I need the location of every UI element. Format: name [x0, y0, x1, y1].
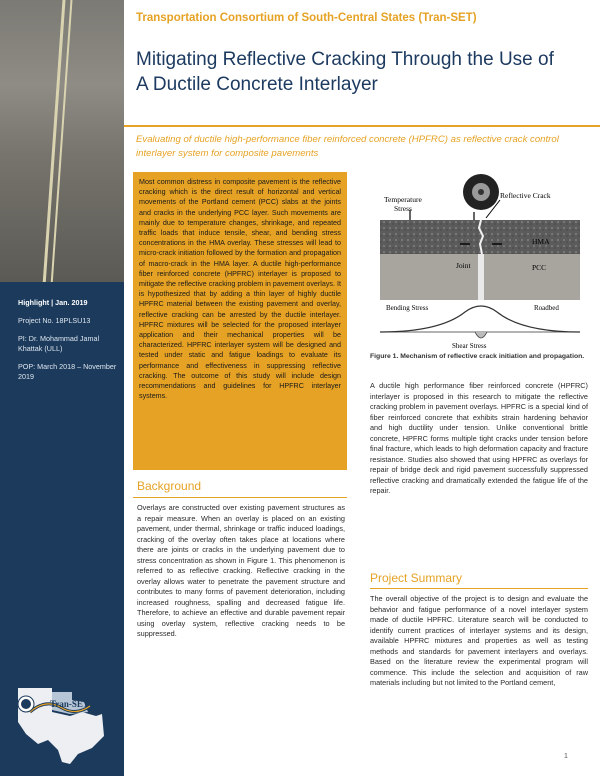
interlayer-text: A ductile high performance fiber reinforced concrete (HPFRC) interlayer is proposed in this research to mitigate the reflective cracking problem in pavement overlays. HPFRC is a special kind of fiber reinforced concrete that exhibits strain hardening behavior and high ductility under tension. Unlike conventional brittle concrete, HPFRC forms multiple tight cracks under tension before final fracture, which leads to high deformation capacity and fracture resistance. Studies also showed that using HPFRC as overlays for repair of bridge deck and rigid pavement successfully suppressed reflective cracking and dramatically extended the fatigue life of the repair.: [370, 381, 588, 495]
label-shear-stress: Shear Stress: [452, 342, 487, 350]
label-reflective-crack: Reflective Crack: [500, 191, 551, 200]
logo-text: Tran-SET: [50, 699, 89, 709]
texas-map-logo-icon: [12, 678, 112, 766]
consortium-name: Transportation Consortium of South-Central States (Tran-SET): [136, 12, 477, 24]
tran-set-logo: [12, 678, 112, 766]
page-number: 1: [564, 753, 568, 760]
project-number: Project No. 18PLSU13: [18, 316, 91, 325]
label-hma: HMA: [532, 237, 550, 246]
period-of-performance: POP: March 2018 – November 2019: [18, 362, 117, 381]
background-heading: Background: [137, 479, 202, 493]
label-bending-stress: Bending Stress: [386, 304, 429, 312]
project-summary-text: The overall objective of the project is to design and evaluate the behavior and fatigue performance of a novel interlayer system made of ductile HPFRC. Literature search will be conducted to identify current practices of interlayer systems and its design, available HPFRC mixtures and properties as well as testing methods and standards for pavement interlayers and overlays. Based on the literature review the experimental program will commence. This include the selection and acquisition of raw materials including but not limited to the Portland cement,: [370, 594, 588, 687]
label-stress: Stress: [394, 204, 412, 213]
label-pcc: PCC: [532, 263, 547, 272]
figure-caption: Figure 1. Mechanism of reflective crack initiation and propagation.: [370, 353, 585, 360]
summary-rule: [370, 588, 588, 589]
background-rule: [133, 497, 347, 498]
label-roadbed: Roadbed: [534, 304, 559, 312]
principal-investigator: PI: Dr. Mohammad Jamal Khattak (ULL): [18, 334, 100, 353]
joint: [478, 254, 484, 300]
page-subtitle: Evaluating of ductile high-performance fiber reinforced concrete (HPFRC) as reflective crack control interlayer system for composite pavements: [136, 134, 559, 159]
title-line-2: A Ductile Concrete Interlayer: [136, 74, 378, 95]
label-temperature: Temperature: [384, 195, 422, 204]
header-divider: [124, 125, 600, 127]
highlight-date: Highlight | Jan. 2019: [18, 298, 88, 307]
background-text: Overlays are constructed over existing pavement structures as a repair measure. When an overlay is placed on an existing pavement, under thermal, shrinkage or traffic induced loadings, cracking of the overlay often takes place at locations where there are joints or cracks in the underlying pavement due to stress concentration as shown in Figure 1. This phenomenon is referred to as reflective cracking. Reflective cracking in the overlay allows water to penetrate the pavement structure and contributes to many forms of pavement deterioration, including increased roughness, spalling and decreased fatigue life. Therefore, to achieve an effective and durable pavement repair using overlay system, reflective cracking needs to be suppressed.: [137, 503, 345, 638]
project-info: [18, 298, 118, 390]
project-summary-heading: Project Summary: [370, 571, 463, 585]
page-title: [136, 47, 586, 97]
title-line-1: Mitigating Reflective Cracking Through the Use of: [136, 49, 554, 70]
road-photo: [0, 0, 124, 282]
figure-1: [370, 172, 588, 350]
shear-curve: [475, 332, 487, 338]
label-joint: Joint: [456, 261, 471, 270]
abstract-box: Most common distress in composite pavement is the reflective cracking which is the direct result of horizontal and vertical movements of the Portland cement (PCC) slabs at the joints and cracks in the underlying PCC layer. Such movements are mainly due to temperature changes, shrinkage, and repeated traffic loads that induce tensile, shear, and bending stress concentrations in the HMA overlay. These stresses will lead to micro-crack initiation followed by the formation and propagation of macro-crack in the HMA layer. A ductile high-performance fiber reinforced concrete (HPFRC) interlayer is proposed to mitigate the reflective cracking problem in pavement overlays. It is hypothesized that by adding a thin layer of highly ductile HPFRC material between the existing pavement and overlay, reflective cracking can be arrested by the ductile interlayer. HPFRC mixtures will be selected for the proposed interlayer application and their mechanical properties will be characterized. HPFRC interlayer system will be designed and tested under static and fatigue loadings to evaluate its performance and effectiveness in suppressing reflective cracking. The outcome of this study will include design recommendations and guidelines for HPFRC interlayer systems.: [133, 172, 347, 470]
sidebar: [0, 0, 124, 776]
